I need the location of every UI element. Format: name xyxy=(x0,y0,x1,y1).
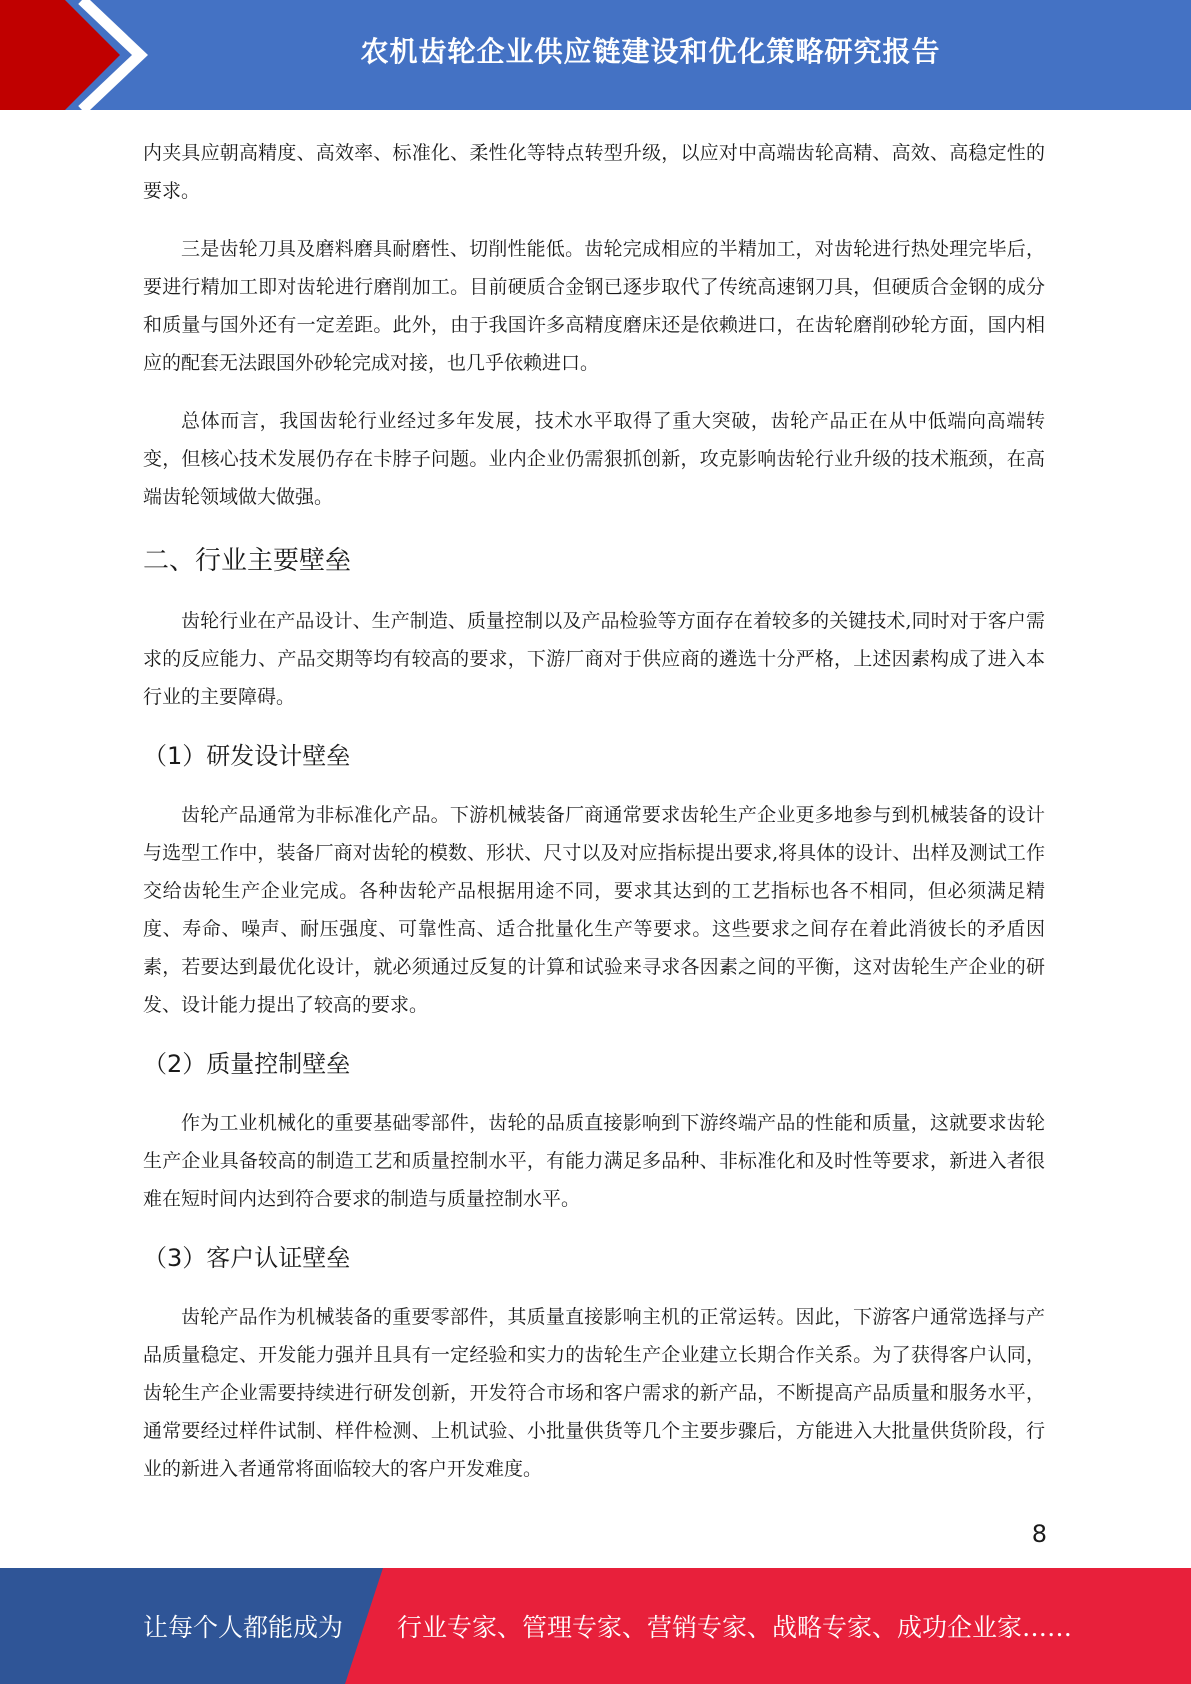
paragraph: 齿轮产品通常为非标准化产品。下游机械装备厂商通常要求齿轮生产企业更多地参与到机械装备的设计与选型工作中，装备厂商对齿轮的模数、形状、尺寸以及对应指标提出要求,将具体的设计、出样及测试工作交给齿轮生产企业完成。各种齿轮产品根据用途不同，要求其达到的工艺指标也各不相同，但必须满足精度、寿命、噪声、耐压强度、可靠性高、适合批量化生产等要求。这些要求之间存在着此消彼长的矛盾因素，若要达到最优化设计，就必须通过反复的计算和试验来寻求各因素之间的平衡，这对齿轮生产企业的研发、设计能力提出了较高的要求。 xyxy=(143,804,1045,1016)
page-number: 8 xyxy=(1031,1520,1047,1548)
subsection-heading: （2）质量控制壁垒 xyxy=(143,1049,351,1078)
paragraph: 内夹具应朝高精度、高效率、标准化、柔性化等特点转型升级，以应对中高端齿轮高精、高效、高稳定性的要求。 xyxy=(143,142,1045,202)
paragraph: 齿轮行业在产品设计、生产制造、质量控制以及产品检验等方面存在着较多的关键技术,同时对于客户需求的反应能力、产品交期等均有较高的要求，下游厂商对于供应商的遴选十分严格，上述因素构成了进入本行业的主要障碍。 xyxy=(143,610,1045,708)
subsection-heading: （3）客户认证壁垒 xyxy=(143,1243,351,1272)
paragraph: 齿轮产品作为机械装备的重要零部件，其质量直接影响主机的正常运转。因此，下游客户通常选择与产品质量稳定、开发能力强并且具有一定经验和实力的齿轮生产企业建立长期合作关系。为了获得客户认同，齿轮生产企业需要持续进行研发创新，开发符合市场和客户需求的新产品，不断提高产品质量和服务水平，通常要经过样件试制、样件检测、上机试验、小批量供货等几个主要步骤后，方能进入大批量供货阶段，行业的新进入者通常将面临较大的客户开发难度。 xyxy=(143,1306,1045,1480)
page-body xyxy=(143,134,1045,1488)
paragraph: 三是齿轮刀具及磨料磨具耐磨性、切削性能低。齿轮完成相应的半精加工，对齿轮进行热处理完毕后，要进行精加工即对齿轮进行磨削加工。目前硬质合金钢已逐步取代了传统高速钢刀具，但硬质合金钢的成分和质量与国外还有一定差距。此外，由于我国许多高精度磨床还是依赖进口，在齿轮磨削砂轮方面，国内相应的配套无法跟国外砂轮完成对接，也几乎依赖进口。 xyxy=(143,238,1045,374)
footer-slogan-left: 让每个人都能成为 xyxy=(143,1613,344,1642)
footer-slogan-right: 行业专家、管理专家、营销专家、战略专家、成功企业家…… xyxy=(397,1613,1073,1642)
paragraph: 作为工业机械化的重要基础零部件，齿轮的品质直接影响到下游终端产品的性能和质量，这就要求齿轮生产企业具备较高的制造工艺和质量控制水平，有能力满足多品种、非标准化和及时性等要求，新进入者很难在短时间内达到符合要求的制造与质量控制水平。 xyxy=(143,1112,1045,1210)
document-title: 农机齿轮企业供应链建设和优化策略研究报告 xyxy=(360,35,941,68)
paragraph: 总体而言，我国齿轮行业经过多年发展，技术水平取得了重大突破，齿轮产品正在从中低端向高端转变，但核心技术发展仍存在卡脖子问题。业内企业仍需狠抓创新，攻克影响齿轮行业升级的技术瓶颈，在高端齿轮领域做大做强。 xyxy=(143,410,1045,508)
subsection-heading: （1）研发设计壁垒 xyxy=(143,741,351,770)
page-footer xyxy=(0,1568,1191,1684)
section-heading: 二、行业主要壁垒 xyxy=(143,545,352,576)
page-header xyxy=(0,0,1191,110)
